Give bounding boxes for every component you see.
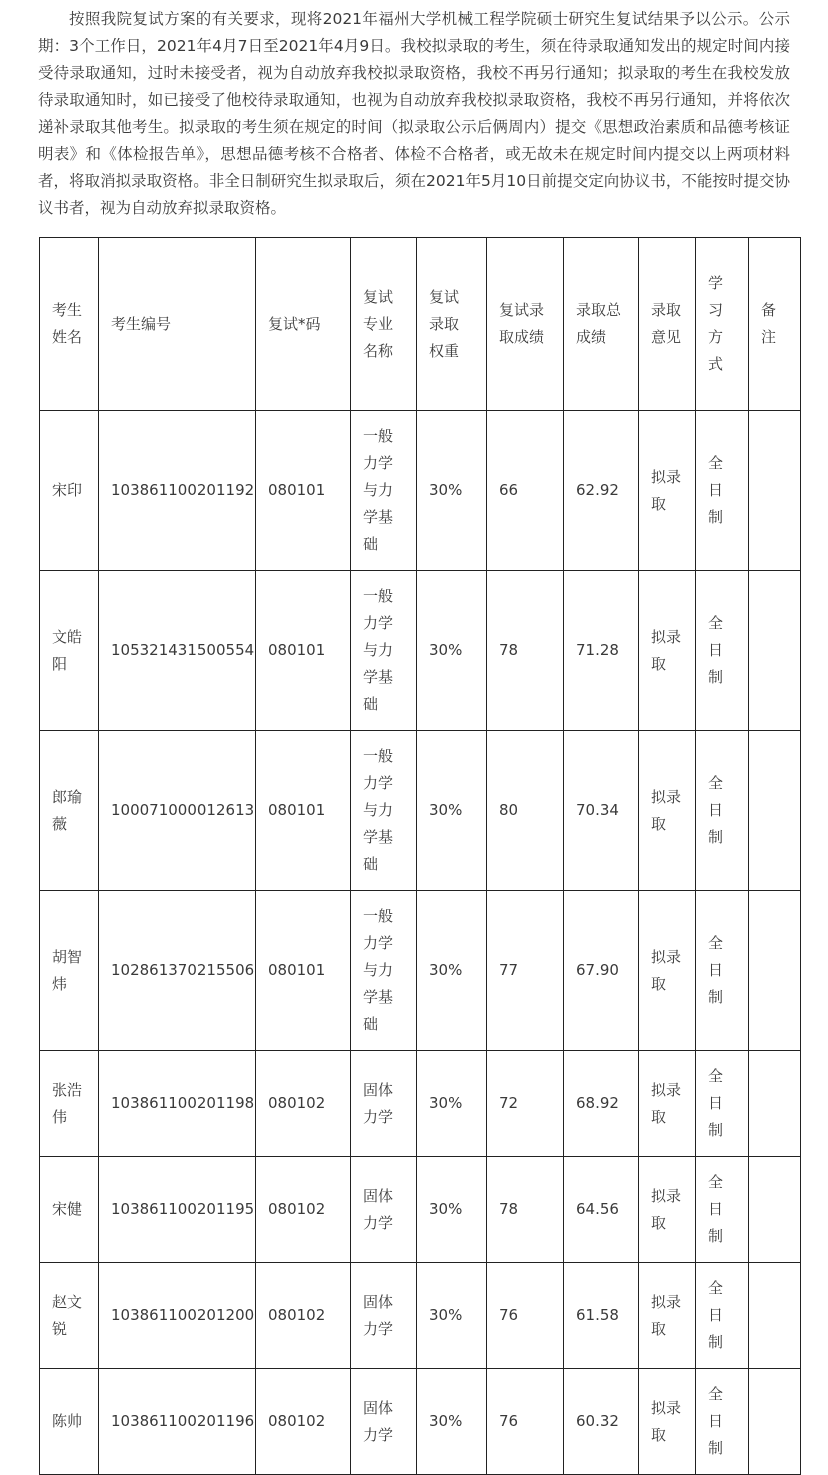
cell-candidate-id: 103861100201196 bbox=[99, 1369, 256, 1475]
header-total-score: 录取总成绩 bbox=[564, 238, 639, 411]
cell-retest-score: 78 bbox=[487, 571, 564, 731]
table-header-row bbox=[40, 238, 801, 411]
cell-candidate-id: 100071000012613 bbox=[99, 731, 256, 891]
cell-remarks bbox=[749, 411, 801, 571]
cell-total-score: 61.58 bbox=[564, 1263, 639, 1369]
cell-opinion: 拟录取 bbox=[639, 571, 696, 731]
cell-total-score: 64.56 bbox=[564, 1157, 639, 1263]
header-retest-score: 复试录取成绩 bbox=[487, 238, 564, 411]
cell-remarks bbox=[749, 891, 801, 1051]
cell-remarks bbox=[749, 1051, 801, 1157]
cell-retest-score: 72 bbox=[487, 1051, 564, 1157]
cell-study-mode: 全日制 bbox=[696, 1051, 749, 1157]
cell-opinion: 拟录取 bbox=[639, 411, 696, 571]
cell-weight: 30% bbox=[417, 731, 487, 891]
cell-name: 文皓阳 bbox=[40, 571, 99, 731]
cell-opinion: 拟录取 bbox=[639, 1369, 696, 1475]
cell-total-score: 60.32 bbox=[564, 1369, 639, 1475]
cell-name: 张浩伟 bbox=[40, 1051, 99, 1157]
cell-retest-score: 76 bbox=[487, 1263, 564, 1369]
cell-code: 080101 bbox=[256, 891, 351, 1051]
table-row bbox=[40, 411, 801, 571]
table-row bbox=[40, 1263, 801, 1369]
cell-major: 固体力学 bbox=[351, 1051, 417, 1157]
cell-code: 080102 bbox=[256, 1263, 351, 1369]
cell-weight: 30% bbox=[417, 411, 487, 571]
cell-remarks bbox=[749, 1157, 801, 1263]
header-major: 复试专业名称 bbox=[351, 238, 417, 411]
cell-opinion: 拟录取 bbox=[639, 1263, 696, 1369]
cell-code: 080102 bbox=[256, 1369, 351, 1475]
cell-candidate-id: 105321431500554 bbox=[99, 571, 256, 731]
cell-study-mode: 全日制 bbox=[696, 1263, 749, 1369]
cell-major: 固体力学 bbox=[351, 1369, 417, 1475]
table-row bbox=[40, 731, 801, 891]
cell-major: 一般力学与力学基础 bbox=[351, 571, 417, 731]
cell-major: 一般力学与力学基础 bbox=[351, 411, 417, 571]
header-remarks: 备注 bbox=[749, 238, 801, 411]
cell-weight: 30% bbox=[417, 1263, 487, 1369]
cell-code: 080101 bbox=[256, 731, 351, 891]
cell-retest-score: 76 bbox=[487, 1369, 564, 1475]
cell-opinion: 拟录取 bbox=[639, 891, 696, 1051]
cell-code: 080102 bbox=[256, 1051, 351, 1157]
cell-candidate-id: 102861370215506 bbox=[99, 891, 256, 1051]
cell-name: 陈帅 bbox=[40, 1369, 99, 1475]
cell-opinion: 拟录取 bbox=[639, 1051, 696, 1157]
cell-study-mode: 全日制 bbox=[696, 411, 749, 571]
table-row bbox=[40, 571, 801, 731]
table-row bbox=[40, 891, 801, 1051]
header-study-mode: 学习方式 bbox=[696, 238, 749, 411]
cell-retest-score: 80 bbox=[487, 731, 564, 891]
cell-total-score: 62.92 bbox=[564, 411, 639, 571]
cell-name: 胡智炜 bbox=[40, 891, 99, 1051]
cell-remarks bbox=[749, 1369, 801, 1475]
cell-weight: 30% bbox=[417, 1369, 487, 1475]
cell-weight: 30% bbox=[417, 571, 487, 731]
cell-total-score: 68.92 bbox=[564, 1051, 639, 1157]
cell-study-mode: 全日制 bbox=[696, 1157, 749, 1263]
table-row bbox=[40, 1157, 801, 1263]
table-row bbox=[40, 1051, 801, 1157]
cell-weight: 30% bbox=[417, 1051, 487, 1157]
cell-code: 080101 bbox=[256, 571, 351, 731]
cell-study-mode: 全日制 bbox=[696, 891, 749, 1051]
cell-candidate-id: 103861100201200 bbox=[99, 1263, 256, 1369]
cell-opinion: 拟录取 bbox=[639, 1157, 696, 1263]
cell-remarks bbox=[749, 571, 801, 731]
cell-study-mode: 全日制 bbox=[696, 1369, 749, 1475]
cell-total-score: 70.34 bbox=[564, 731, 639, 891]
cell-total-score: 71.28 bbox=[564, 571, 639, 731]
cell-remarks bbox=[749, 731, 801, 891]
cell-retest-score: 66 bbox=[487, 411, 564, 571]
table-row bbox=[40, 1369, 801, 1475]
cell-retest-score: 78 bbox=[487, 1157, 564, 1263]
cell-name: 赵文锐 bbox=[40, 1263, 99, 1369]
cell-total-score: 67.90 bbox=[564, 891, 639, 1051]
cell-major: 一般力学与力学基础 bbox=[351, 891, 417, 1051]
cell-opinion: 拟录取 bbox=[639, 731, 696, 891]
cell-weight: 30% bbox=[417, 1157, 487, 1263]
cell-code: 080102 bbox=[256, 1157, 351, 1263]
cell-name: 宋健 bbox=[40, 1157, 99, 1263]
cell-candidate-id: 103861100201192 bbox=[99, 411, 256, 571]
cell-study-mode: 全日制 bbox=[696, 571, 749, 731]
cell-candidate-id: 103861100201198 bbox=[99, 1051, 256, 1157]
cell-name: 郎瑜薇 bbox=[40, 731, 99, 891]
cell-name: 宋印 bbox=[40, 411, 99, 571]
cell-weight: 30% bbox=[417, 891, 487, 1051]
cell-retest-score: 77 bbox=[487, 891, 564, 1051]
cell-major: 一般力学与力学基础 bbox=[351, 731, 417, 891]
header-name: 考生姓名 bbox=[40, 238, 99, 411]
cell-remarks bbox=[749, 1263, 801, 1369]
cell-major: 固体力学 bbox=[351, 1157, 417, 1263]
cell-study-mode: 全日制 bbox=[696, 731, 749, 891]
header-code: 复试*码 bbox=[256, 238, 351, 411]
cell-code: 080101 bbox=[256, 411, 351, 571]
header-opinion: 录取意见 bbox=[639, 238, 696, 411]
cell-candidate-id: 103861100201195 bbox=[99, 1157, 256, 1263]
header-candidate-id: 考生编号 bbox=[99, 238, 256, 411]
cell-major: 固体力学 bbox=[351, 1263, 417, 1369]
admission-results-table bbox=[39, 237, 801, 1475]
header-weight: 复试录取权重 bbox=[417, 238, 487, 411]
announcement-paragraph: 按照我院复试方案的有关要求，现将2021年福州大学机械工程学院硕士研究生复试结果予以公示。公示期：3个工作日，2021年4月7日至2021年4月9日。我校拟录取的考生，须在待录取通知发出的规定时间内接受待录取通知，过时未接受者，视为自动放弃我校拟录取资格，我校不再另行通知；拟录取的考生在我校发放待录取通知时，如已接受了他校待录取通知，也视为自动放弃我校拟录取资格，我校不再另行通知，并将依次递补录取其他考生。拟录取的考生须在规定的时间（拟录取公示后俩周内）提交《思想政治素质和品德考核证明表》和《体检报告单》，思想品德考核不合格者、体检不合格者，或无故未在规定时间内提交以上两项材料者，将取消拟录取资格。非全日制研究生拟录取后，须在2021年5月10日前提交定向协议书，不能按时提交协议书者，视为自动放弃拟录取资格。 bbox=[38, 10, 790, 217]
